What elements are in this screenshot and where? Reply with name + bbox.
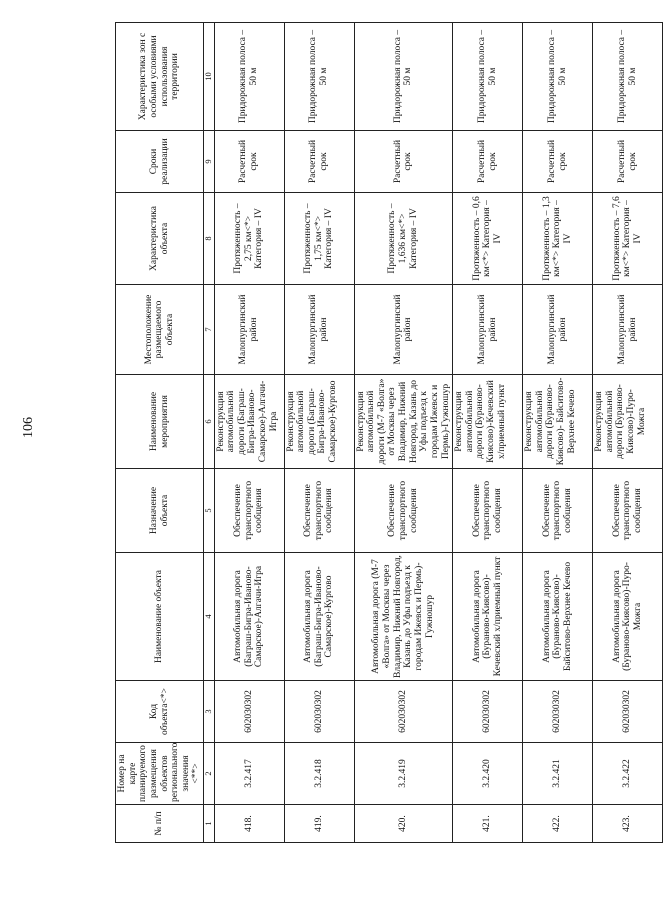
- implementation-terms: Расчетный срок: [284, 131, 354, 193]
- object-code: 602030302: [284, 681, 354, 743]
- page-number: 106: [21, 417, 36, 438]
- table-row: [354, 23, 453, 843]
- object-name: Автомобильная дорога (М-7 «Волга» от Москвы через Владимир, Нижний Новгород, Казань до Уфы подъезд к городам Ижевск и Пермь)-Гужношур: [354, 553, 453, 681]
- header-cell: Характеристика зон с особыми условиями использования территории: [116, 23, 204, 131]
- object-purpose: Обеспечение транспортного сообщения: [593, 469, 663, 553]
- header-row: [116, 23, 204, 843]
- object-purpose: Обеспечение транспортного сообщения: [284, 469, 354, 553]
- object-location: Малопургинский район: [523, 285, 593, 375]
- measure-name: Реконструкция автомобильной дороги (Баграш-Бигра-Иваново-Самарское)-Кургово: [284, 375, 354, 469]
- object-location: Малопургинский район: [593, 285, 663, 375]
- measure-name: Реконструкция автомобильной дороги (Бураново-Киясово)- Байситово-Верхнее Кечево: [523, 375, 593, 469]
- map-number: 3.2.418: [284, 743, 354, 805]
- map-number: 3.2.421: [523, 743, 593, 805]
- object-location: Малопургинский район: [284, 285, 354, 375]
- row-number: 421.: [453, 805, 523, 843]
- object-purpose: Обеспечение транспортного сообщения: [354, 469, 453, 553]
- header-cell: Назначение объекта: [116, 469, 204, 553]
- header-cell: Сроки реализации: [116, 131, 204, 193]
- rotated-table-container: [115, 23, 647, 843]
- column-number: 6: [204, 375, 215, 469]
- table-row: [593, 23, 663, 843]
- object-code: 602030302: [523, 681, 593, 743]
- implementation-terms: Расчетный срок: [354, 131, 453, 193]
- zone-characteristics: Придорожная полоса – 50 м: [354, 23, 453, 131]
- zone-characteristics: Придорожная полоса – 50 м: [593, 23, 663, 131]
- column-number: 10: [204, 23, 215, 131]
- measure-name: Реконструкция автомобильной дороги (Баграш-Бигра-Иваново-Самарское)-Алгачи-Игра: [214, 375, 284, 469]
- column-number-row: [204, 23, 215, 843]
- object-code: 602030302: [453, 681, 523, 743]
- column-number: 2: [204, 743, 215, 805]
- zone-characteristics: Придорожная полоса – 50 м: [284, 23, 354, 131]
- object-name: Автомобильная дорога (Баграш-Бигра-Иваново-Самарское)-Кургово: [284, 553, 354, 681]
- object-characteristics: Протяженность – 1,3 км<*> Категория – IV: [523, 193, 593, 285]
- object-location: Малопургинский район: [354, 285, 453, 375]
- object-name: Автомобильная дорога (Баграш-Бигра-Иваново-Самарское)-Алгачи-Игра: [214, 553, 284, 681]
- object-name: Автомобильная дорога (Бураново-Киясово)-Кечевский х/приемный пункт: [453, 553, 523, 681]
- column-number: 1: [204, 805, 215, 843]
- object-location: Малопургинский район: [453, 285, 523, 375]
- header-cell: Характеристика объекта: [116, 193, 204, 285]
- table-row: [214, 23, 284, 843]
- implementation-terms: Расчетный срок: [453, 131, 523, 193]
- table-row: [453, 23, 523, 843]
- map-number: 3.2.420: [453, 743, 523, 805]
- implementation-terms: Расчетный срок: [523, 131, 593, 193]
- object-purpose: Обеспечение транспортного сообщения: [523, 469, 593, 553]
- column-number: 4: [204, 553, 215, 681]
- header-cell: Код объекта<*>: [116, 681, 204, 743]
- object-name: Автомобильная дорога (Бураново-Киясово)- Байситово-Верхнее Кечево: [523, 553, 593, 681]
- object-characteristics: Протяженность – 0,6 км<*> Категория – IV: [453, 193, 523, 285]
- column-number: 8: [204, 193, 215, 285]
- table-row: [284, 23, 354, 843]
- header-cell: № п/п: [116, 805, 204, 843]
- object-purpose: Обеспечение транспортного сообщения: [453, 469, 523, 553]
- row-number: 422.: [523, 805, 593, 843]
- column-number: 9: [204, 131, 215, 193]
- map-number: 3.2.419: [354, 743, 453, 805]
- row-number: 420.: [354, 805, 453, 843]
- zone-characteristics: Придорожная полоса – 50 м: [214, 23, 284, 131]
- header-cell: Наименование объекта: [116, 553, 204, 681]
- object-code: 602030302: [354, 681, 453, 743]
- row-number: 419.: [284, 805, 354, 843]
- row-number: 423.: [593, 805, 663, 843]
- object-characteristics: Протяженность – 1,636 км<*> Категория – IV: [354, 193, 453, 285]
- column-number: 5: [204, 469, 215, 553]
- measure-name: Реконструкция автомобильной дороги (Бураново-Киясово)-Кечевский х/приемный пункт: [453, 375, 523, 469]
- column-number: 7: [204, 285, 215, 375]
- object-location: Малопургинский район: [214, 285, 284, 375]
- implementation-terms: Расчетный срок: [593, 131, 663, 193]
- table-row: [523, 23, 593, 843]
- header-cell: Номер на карте планируемого размещения объектов регионального значения <**>: [116, 743, 204, 805]
- header-cell: Наименование мероприятия: [116, 375, 204, 469]
- column-number: 3: [204, 681, 215, 743]
- object-code: 602030302: [214, 681, 284, 743]
- object-name: Автомобильная дорога (Бураново-Киясово)-Пуро-Можга: [593, 553, 663, 681]
- measure-name: Реконструкция автомобильной дороги (М-7 «Волга» от Москвы через Владимир, Нижний Новгород, Казань до Уфы подъезд к городам Ижевск и Пермь)-Гужношур: [354, 375, 453, 469]
- header-cell: Местоположение размещаемого объекта: [116, 285, 204, 375]
- objects-table: [115, 22, 663, 843]
- measure-name: Реконструкция автомобильной дороги (Бураново-Киясово)-Пуро-Можга: [593, 375, 663, 469]
- implementation-terms: Расчетный срок: [214, 131, 284, 193]
- object-code: 602030302: [593, 681, 663, 743]
- object-purpose: Обеспечение транспортного сообщения: [214, 469, 284, 553]
- object-characteristics: Протяженность – 2,75 км<*> Категория – IV: [214, 193, 284, 285]
- row-number: 418.: [214, 805, 284, 843]
- map-number: 3.2.422: [593, 743, 663, 805]
- zone-characteristics: Придорожная полоса – 50 м: [453, 23, 523, 131]
- object-characteristics: Протяженность – 7,6 км<*> Категория – IV: [593, 193, 663, 285]
- zone-characteristics: Придорожная полоса – 50 м: [523, 23, 593, 131]
- object-characteristics: Протяженность – 1,75 км<*> Категория – IV: [284, 193, 354, 285]
- map-number: 3.2.417: [214, 743, 284, 805]
